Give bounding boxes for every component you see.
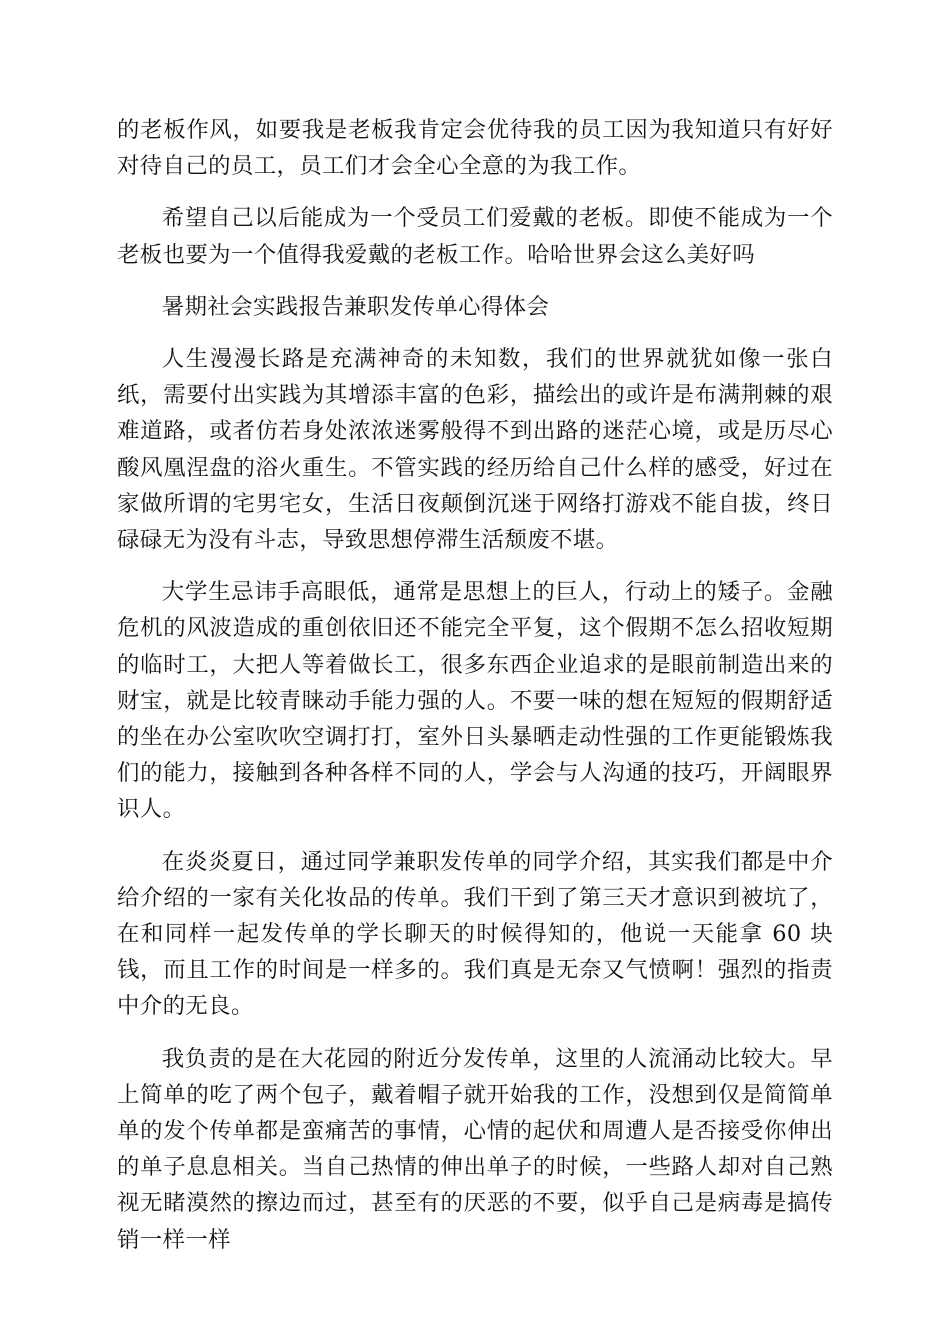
- paragraph-boss-hope: 希望自己以后能成为一个受员工们爱戴的老板。即使不能成为一个老板也要为一个值得我爱戴的老板工作。哈哈世界会这么美好吗: [117, 205, 833, 268]
- paragraph-flyer-work: 我负责的是在大花园的附近分发传单，这里的人流涌动比较大。早上简单的吃了两个包子，戴着帽子就开始我的工作，没想到仅是简简单单的发个传单都是蛮痛苦的事情，心情的起伏和周遭人是否接受你伸出的单子息息相关。当自己热情的伸出单子的时候，一些路人却对自己熟视无睹漠然的擦边而过，甚至有的厌恶的不要，似乎自己是病毒是搞传销一样一样: [117, 1045, 833, 1253]
- paragraph-life-journey: 人生漫漫长路是充满神奇的未知数，我们的世界就犹如像一张白纸，需要付出实践为其增添丰富的色彩，描绘出的或许是布满荆棘的艰难道路，或者仿若身处浓浓迷雾般得不到出路的迷茫心境，或是历尽心酸风凰涅盘的浴火重生。不管实践的经历给自己什么样的感受，好过在家做所谓的宅男宅女，生活日夜颠倒沉迷于网络打游戏不能自拔，终日碌碌无为没有斗志，导致思想停滞生活颓废不堪。: [117, 346, 833, 554]
- document-body: [117, 112, 833, 1274]
- section-heading: 暑期社会实践报告兼职发传单心得体会: [161, 293, 550, 320]
- paragraph-summer-agency: 在炎炎夏日，通过同学兼职发传单的同学介绍，其实我们都是中介给介绍的一家有关化妆品的传单。我们干到了第三天才意识到被坑了，在和同样一起发传单的学长聊天的时候得知的，他说一天能拿 60 块钱，而且工作的时间是一样多的。我们真是无奈又气愤啊！强烈的指责中介的无良。: [117, 848, 833, 1020]
- paragraph-continuation: 的老板作风，如要我是老板我肯定会优待我的员工因为我知道只有好好对待自己的员工，员工们才会全心全意的为我工作。: [117, 117, 833, 180]
- paragraph-college-students: 大学生忌讳手高眼低，通常是思想上的巨人，行动上的矮子。金融危机的风波造成的重创依旧还不能完全平复，这个假期不怎么招收短期的临时工，大把人等着做长工，很多东西企业追求的是眼前制造出来的财宝，就是比较青睐动手能力强的人。不要一味的想在短短的假期舒适的坐在办公室吹吹空调打打，室外日头暴晒走动性强的工作更能锻炼我们的能力，接触到各种各样不同的人，学会与人沟通的技巧，开阔眼界识人。: [117, 579, 833, 823]
